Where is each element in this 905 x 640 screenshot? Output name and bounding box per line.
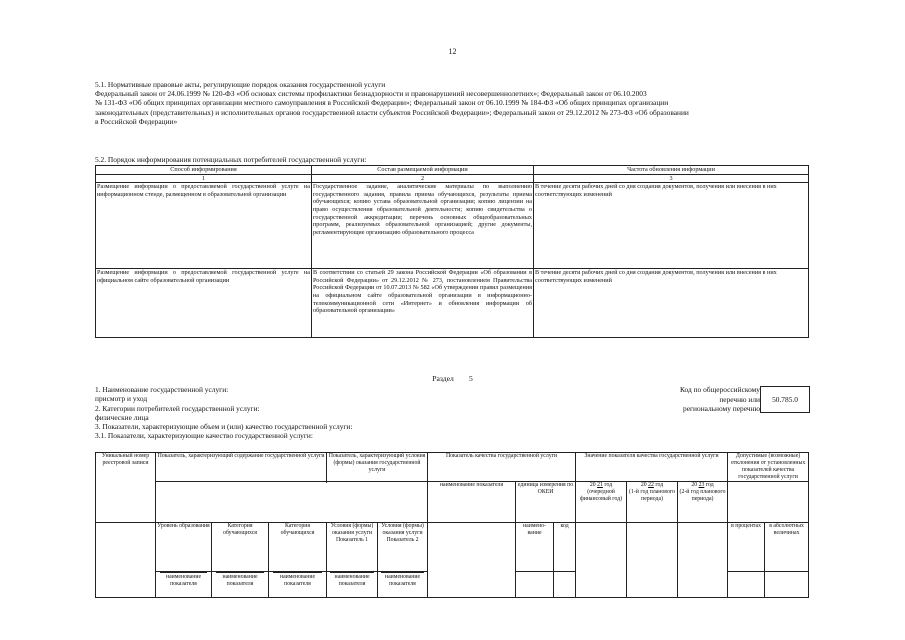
deviation-absolute-cell [765,572,809,598]
service-description [95,385,352,441]
deviation-percent-subheader: в процентах [728,523,765,572]
indicator-name-caption: наименование показателя [156,572,212,598]
indicators-heading: 3. Показатели, характеризующие объем и (или) качество государственной услуги: [95,422,353,432]
indicator-name-caption: наименование показателя [378,572,428,598]
deviation-percent-cell [728,572,765,598]
indicator-name-caption: наименование показателя [269,572,327,598]
year-3-cell [678,523,728,598]
quality-indicator-header: Показатель качества государственной услуги [428,453,576,482]
service-name-label: 1. Наименование государственной услуги: [95,385,229,394]
section-5-1-line: № 131-ФЗ «Об общих принципах организации местного самоуправления в Российской Федерации»; Федеральный закон от 06.10.1999 № 184-ФЗ «Об общих принципах организации [95,98,669,108]
page-number: 12 [448,47,457,56]
deviations-spacer [728,482,809,523]
conditions-subheader: Условия (формы) оказания услуги Показатель 2 [378,523,428,572]
code-label-line: региональному перечню [683,404,760,414]
registry-code-labels [620,385,760,414]
year-1-cell [576,523,627,598]
unit-name-cell [516,572,554,598]
content-subheader: Категория обучающихся [269,523,327,572]
section-label: Раздел [432,374,454,383]
unit-code-cell [554,572,576,598]
header-method: Способ информирования [96,166,312,175]
code-label-line: Код по общероссийскому [679,385,760,394]
conditions-indicator-header: Показатель, характеризующий условия (формы) оказания государственной услуги [327,453,428,482]
section-5-2-heading: 5.2. Порядок информирования потенциальных потребителей государственной услуги: [95,155,367,164]
year-1-header: 20 21 год (очередной финансовый год) [576,482,627,523]
header-spacer [156,482,428,523]
section-title [0,374,905,383]
indicator-name-cell [428,523,516,598]
unit-name-subheader: наимено-вание [516,523,554,572]
unit-header: единица измерения по ОКЕИ [516,482,576,523]
frequency-cell: В течение десяти рабочих дней со дня создания документов, получения или внесения в них соответствующих изменений [534,269,809,338]
content-cell: В соответствии со статьей 29 закона Российской Федерации «Об образовании в Российской Федерации» от 29.12.2012 № 273, постановлением Правительства Российской Федерации от 10.07.2013 № 582 «Об утверждении правил размещения на официальном сайте образовательной организации в информационно-телекоммуникационной сети «Интернет» и обновления информации об образовательной организации» [312,269,534,338]
section-5-1-line: в Российской Федерации» [95,116,178,126]
information-procedure-table [95,165,809,338]
indicator-name-header: наименование показателя [428,482,516,523]
consumer-category-value: физические лица [95,412,149,422]
content-cell: Государственное задание, аналитические материалы по выполнению государственного задания, правила приема обучающихся, результаты приема обучающихся; копию устава образовательной организации; копию лицензии на право осуществления образовательной деятельности; копию свидетельства о государственной аккредитации; перечень основных общеобразовательных программ, реализуемых образовательной организацией; другие документы, регламентирующие организацию образовательного процесса [312,183,534,269]
consumer-category-label: 2. Категории потребителей государственной услуги: [95,403,260,413]
method-cell: Размещение информации о предоставляемой государственной услуге на официальном сайте образовательной организации [96,269,312,338]
section-5-1-line: законодательных (представительных) и исполнительных органов государственной власти субъектов Российской Федерации»; Федеральный закон от 29.12.2012 № 273-ФЗ «Об образовании [95,107,689,117]
table-row [96,269,809,338]
quality-values-header: Значение показателя качества государственной услуги [576,453,728,482]
content-subheader: Уровень образования [156,523,212,572]
column-number: 3 [534,174,809,183]
year-3-header: 20 23 год (2-й год планового периода) [678,482,728,523]
section-5-1-heading: 5.1. Нормативные правовые акты, регулирующие порядок оказания государственной услуги [95,80,386,89]
year-2-header: 20 22 год (1-й год планового периода) [627,482,678,523]
column-number: 1 [96,174,312,183]
code-label-line: перечню или [719,394,760,404]
quality-indicators-heading: 3.1. Показатели, характеризующие качество государственной услуги: [95,431,313,441]
unique-number-cell [96,523,156,598]
table-row [96,183,809,269]
deviation-absolute-subheader: в абсолютных величинах [765,523,809,572]
section-5-1-line: Федеральный закон от 24.06.1999 № 120-ФЗ «Об основах системы профилактики безнадзорности и правонарушений несовершеннолетних»; Федеральный закон от 06.10.2003 [95,89,647,99]
registry-code-box: 50.785.0 [760,386,810,413]
header-frequency: Частота обновления информации [534,166,809,175]
section-number: 5 [468,374,473,383]
service-name-value: присмотр и уход [95,394,148,404]
unique-number-header: Уникальный номер реестровой записи [96,453,156,523]
year-2-cell [627,523,678,598]
indicator-name-caption: наименование показателя [327,572,378,598]
quality-indicators-table [95,452,809,598]
header-content: Состав размещаемой информации [312,166,534,175]
content-indicator-header: Показатель, характеризующий содержание государственной услуги [156,453,327,482]
column-number: 2 [312,174,534,183]
method-cell: Размещение информации о предоставляемой государственной услуге на информационном стенде, размещенном в образовательной организации [96,183,312,269]
deviations-header: Допустимые (возможные) отклонения от установленных показателей качества государственной услуги [728,453,809,482]
unit-code-subheader: код [554,523,576,572]
conditions-subheader: Условия (формы) оказания услуги Показатель 1 [327,523,378,572]
section-5-1 [95,80,810,126]
indicator-name-caption: наименование показателя [212,572,269,598]
content-subheader: Категория обучающихся [212,523,269,572]
frequency-cell: В течение десяти рабочих дней со дня создания документов, получения или внесения в них соответствующих изменений [534,183,809,269]
